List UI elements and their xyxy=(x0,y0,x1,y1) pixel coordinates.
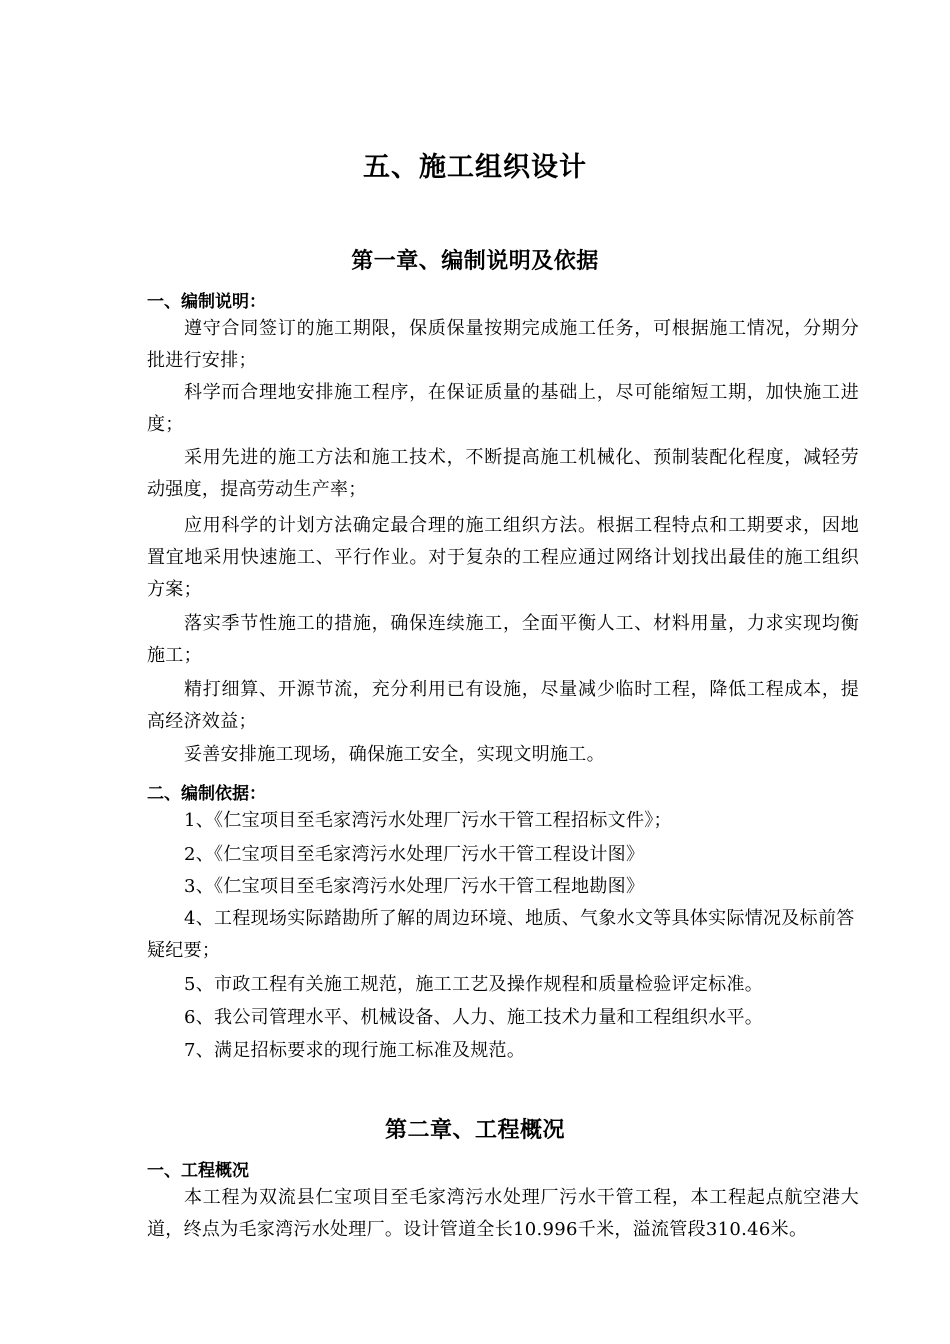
list-item: 6、我公司管理水平、机械设备、人力、施工技术力量和工程组织水平。 xyxy=(184,1007,764,1028)
list-item: 5、市政工程有关施工规范，施工工艺及操作规程和质量检验评定标准。 xyxy=(184,974,764,995)
paragraph: 科学而合理地安排施工程序，在保证质量的基础上，尽可能缩短工期，加快施工进度； xyxy=(147,382,859,435)
paragraph: 遵守合同签订的施工期限，保质保量按期完成施工任务，可根据施工情况，分期分批进行安排； xyxy=(147,318,859,371)
paragraph: 应用科学的计划方法确定最合理的施工组织方法。根据工程特点和工期要求，因地置宜地采用快速施工、平行作业。对于复杂的工程应通过网络计划找出最佳的施工组织方案； xyxy=(147,515,859,600)
list-item: 4、工程现场实际踏勘所了解的周边环境、地质、气象水文等具体实际情况及标前答疑纪要； xyxy=(147,908,855,961)
section-heading-compile-notes: 一、编制说明： xyxy=(147,292,266,312)
list-item: 2、《仁宝项目至毛家湾污水处理厂污水干管工程设计图》 xyxy=(184,844,645,865)
paragraph: 采用先进的施工方法和施工技术，不断提高施工机械化、预制装配化程度，减轻劳动强度，提高劳动生产率； xyxy=(147,447,859,500)
paragraph: 本工程为双流县仁宝项目至毛家湾污水处理厂污水干管工程，本工程起点航空港大道，终点为毛家湾污水处理厂。设计管道全长10.996千米，溢流管段310.46米。 xyxy=(147,1187,859,1240)
section-heading-project-overview: 一、工程概况 xyxy=(147,1161,249,1181)
chapter-2-title: 第二章、工程概况 xyxy=(384,1117,565,1143)
paragraph: 落实季节性施工的措施，确保连续施工，全面平衡人工、材料用量，力求实现均衡施工； xyxy=(147,613,859,666)
chapter-1-title: 第一章、编制说明及依据 xyxy=(351,248,599,274)
list-item: 3、《仁宝项目至毛家湾污水处理厂污水干管工程地勘图》 xyxy=(184,876,645,897)
paragraph: 妥善安排施工现场，确保施工安全，实现文明施工。 xyxy=(184,744,605,765)
section-heading-compile-basis: 二、编制依据： xyxy=(147,784,266,804)
document-title: 五、施工组织设计 xyxy=(363,152,587,183)
list-item: 1、《仁宝项目至毛家湾污水处理厂污水干管工程招标文件》； xyxy=(184,810,672,831)
list-item: 7、满足招标要求的现行施工标准及规范。 xyxy=(184,1040,526,1061)
paragraph: 精打细算、开源节流，充分利用已有设施，尽量减少临时工程，降低工程成本，提高经济效益； xyxy=(147,679,859,732)
